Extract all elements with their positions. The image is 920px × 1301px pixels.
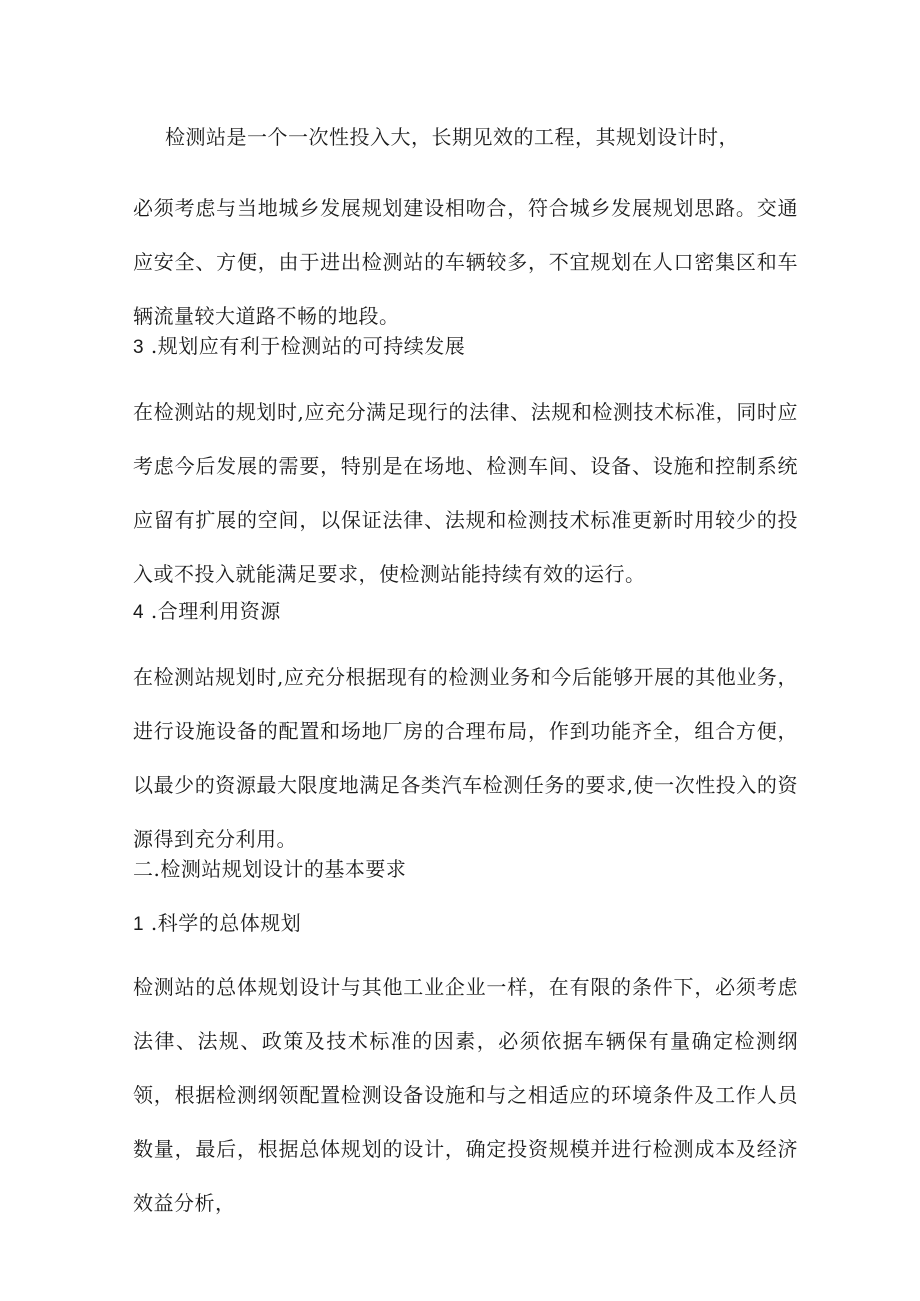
heading-resource-use: [133, 584, 798, 640]
heading-number: 3: [133, 337, 145, 358]
location-paragraph: 必须考虑与当地城乡发展规划建设相吻合，符合城乡发展规划思路。交通应安全、方便，由于进出检测站的车辆较多，不宜规划在人口密集区和车辆流量较大道路不畅的地段。: [133, 196, 798, 328]
heading-number: 1: [133, 914, 145, 935]
heading-number: 4: [133, 602, 145, 623]
heading-overall-planning: [133, 896, 798, 952]
intro-paragraph: 检测站是一个一次性投入大，长期见效的工程，其规划设计时，: [165, 125, 739, 149]
heading-text: .合理利用资源: [144, 599, 281, 623]
overall-planning-paragraph: 检测站的总体规划设计与其他工业企业一样，在有限的条件下，必须考虑法律、法规、政策及技术标准的因素，必须依据车辆保有量确定检测纲领，根据检测纲领配置检测设备设施和与之相适应的环境条件及工作人员数量，最后，根据总体规划的设计，确定投资规模并进行检测成本及经济效益分析，: [133, 975, 798, 1215]
sustainable-paragraph: 在检测站的规划时,应充分满足现行的法律、法规和检测技术标准，同时应考虑今后发展的需要，特别是在场地、检测车间、设备、设施和控制系统应留有扩展的空间，以保证法律、法规和检测技术标准更新时用较少的投入或不投入就能满足要求，使检测站能持续有效的运行。: [133, 400, 798, 586]
section-heading-basic-requirements: 二.检测站规划设计的基本要求: [133, 857, 407, 881]
resources-paragraph: 在检测站规划时,应充分根据现有的检测业务和今后能够开展的其他业务，进行设施设备的配置和场地厂房的合理布局，作到功能齐全，组合方便，以最少的资源最大限度地满足各类汽车检测任务的要求,使一次性投入的资源得到充分利用。: [133, 665, 798, 851]
heading-sustainable-development: [133, 319, 798, 375]
heading-text: .科学的总体规划: [144, 911, 302, 935]
heading-text: .规划应有利于检测站的可持续发展: [144, 334, 466, 358]
